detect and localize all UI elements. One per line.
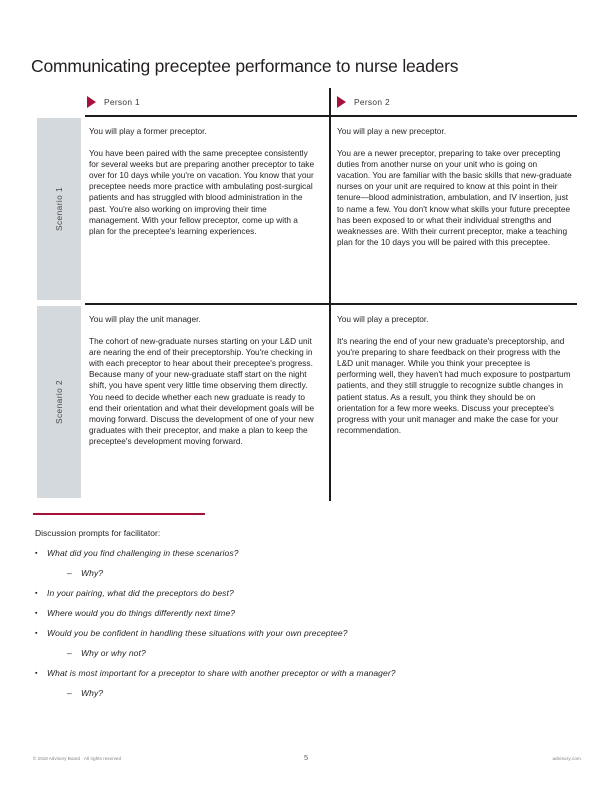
footer-page-number: 5 bbox=[303, 753, 309, 762]
cell-lead: You will play a preceptor. bbox=[337, 314, 429, 324]
table-cell-scenario1-person2 bbox=[337, 126, 572, 248]
triangle-right-icon bbox=[337, 96, 346, 108]
discussion-prompt-text: In your pairing, what did the preceptors do best? bbox=[47, 588, 234, 598]
page-title: Communicating preceptee performance to nurse leaders bbox=[31, 55, 459, 76]
discussion-prompts bbox=[35, 528, 580, 708]
dash-marker-icon: – bbox=[67, 688, 72, 698]
cell-body: You are a newer preceptor, preparing to take over precepting duties from another nurse on your unit who is going on vacation. You are familiar with the basic skills that new-graduate nurses on your unit are required to know at this point in their tenure—blood administration, ambulation, and IV insertion, just to name a few. You don't know what skills your future preceptee has been exposed to or what their individual strengths and weaknesses are. With their current preceptor, make a teaching plan for the 10 days you will be paired with this preceptee. bbox=[337, 148, 572, 247]
discussion-prompt-text: What did you find challenging in these scenarios? bbox=[47, 548, 239, 558]
discussion-prompt bbox=[35, 628, 580, 639]
cell-body: The cohort of new-graduate nurses starting on your L&D unit are nearing the end of their preceptorship. You're checking in with each preceptor to hear about their preceptee's progress. Because many of your new-graduate staff start on the night shift, you have spent very little time observing them directly. You need to decide whether each new graduate is ready to end their orientation and what their development goals will be moving forward. Discuss the development of one of your new graduates with their preceptor, and make a plan to keep the preceptee's development moving forward. bbox=[89, 336, 315, 446]
cell-lead: You will play a new preceptor. bbox=[337, 126, 447, 136]
scenario-tab-2 bbox=[37, 306, 81, 498]
column-header-person-1 bbox=[87, 94, 140, 110]
scenario-tab-label: Scenario 1 bbox=[54, 186, 64, 232]
column-header-label: Person 2 bbox=[354, 97, 390, 107]
discussion-subprompt bbox=[67, 568, 580, 579]
triangle-right-icon bbox=[87, 96, 96, 108]
column-header-person-2 bbox=[337, 94, 390, 110]
discussion-prompt-list bbox=[35, 548, 580, 699]
cell-body: You have been paired with the same preceptee consistently for several weeks but are preparing another preceptor to take over for 10 days while you're on vacation. You know that your preceptee needs more practice with ambulating post-surgical patients and has struggled with blood administration in the past. You're also working on improving their time management. With your fellow preceptor, come up with a plan for the preceptee's learning experiences. bbox=[89, 148, 315, 236]
table-cell-scenario1-person1 bbox=[89, 126, 315, 237]
bullet-marker-icon: ▪ bbox=[35, 550, 38, 557]
table-vertical-divider-row-1 bbox=[329, 88, 331, 303]
discussion-prompt bbox=[35, 608, 580, 619]
column-header-label: Person 1 bbox=[104, 97, 140, 107]
bullet-marker-icon: ▪ bbox=[35, 610, 38, 617]
cell-lead: You will play a former preceptor. bbox=[89, 126, 207, 136]
footer-site: advisory.com bbox=[552, 756, 581, 761]
scenario-tab-label: Scenario 2 bbox=[54, 379, 64, 425]
dash-marker-icon: – bbox=[67, 568, 72, 578]
discussion-prompt-text: Would you be confident in handling these situations with your own preceptee? bbox=[47, 628, 348, 638]
bullet-marker-icon: ▪ bbox=[35, 590, 38, 597]
discussion-prompt bbox=[35, 588, 580, 599]
footer-copyright: © 2019 Advisory Board · All rights reserved bbox=[33, 756, 122, 761]
table-top-rule bbox=[85, 115, 577, 117]
accent-rule bbox=[33, 513, 205, 515]
table-vertical-divider-row-2 bbox=[329, 303, 331, 501]
discussion-prompt-text: Why or why not? bbox=[81, 648, 146, 658]
scenario-tab-1 bbox=[37, 118, 81, 300]
table-cell-scenario2-person1 bbox=[89, 314, 319, 447]
discussion-prompts-heading: Discussion prompts for facilitator: bbox=[35, 528, 161, 538]
discussion-subprompt bbox=[67, 648, 580, 659]
table-middle-rule bbox=[85, 303, 577, 305]
discussion-prompt bbox=[35, 668, 580, 679]
discussion-prompt-text: What is most important for a preceptor to share with another preceptor or with a manager? bbox=[47, 668, 396, 678]
discussion-prompt bbox=[35, 548, 580, 559]
table-cell-scenario2-person2 bbox=[337, 314, 572, 436]
discussion-subprompt bbox=[67, 688, 580, 699]
discussion-prompt-text: Why? bbox=[81, 688, 104, 698]
discussion-prompt-text: Where would you do things differently next time? bbox=[47, 608, 236, 618]
bullet-marker-icon: ▪ bbox=[35, 670, 38, 677]
bullet-marker-icon: ▪ bbox=[35, 630, 38, 637]
dash-marker-icon: – bbox=[67, 648, 72, 658]
discussion-prompt-text: Why? bbox=[81, 568, 104, 578]
cell-lead: You will play the unit manager. bbox=[89, 314, 201, 324]
cell-body: It's nearing the end of your new graduate's preceptorship, and you're preparing to share feedback on their progress with the L&D unit manager. While you think your preceptee is performing well, they haven't had much exposure to postpartum patients, and they still struggle to recognize subtle changes in patient status. As a result, you think they should be on orientation for a few more weeks. Discuss your preceptee's progress with your unit manager and make the case for your recommendation. bbox=[337, 336, 571, 435]
